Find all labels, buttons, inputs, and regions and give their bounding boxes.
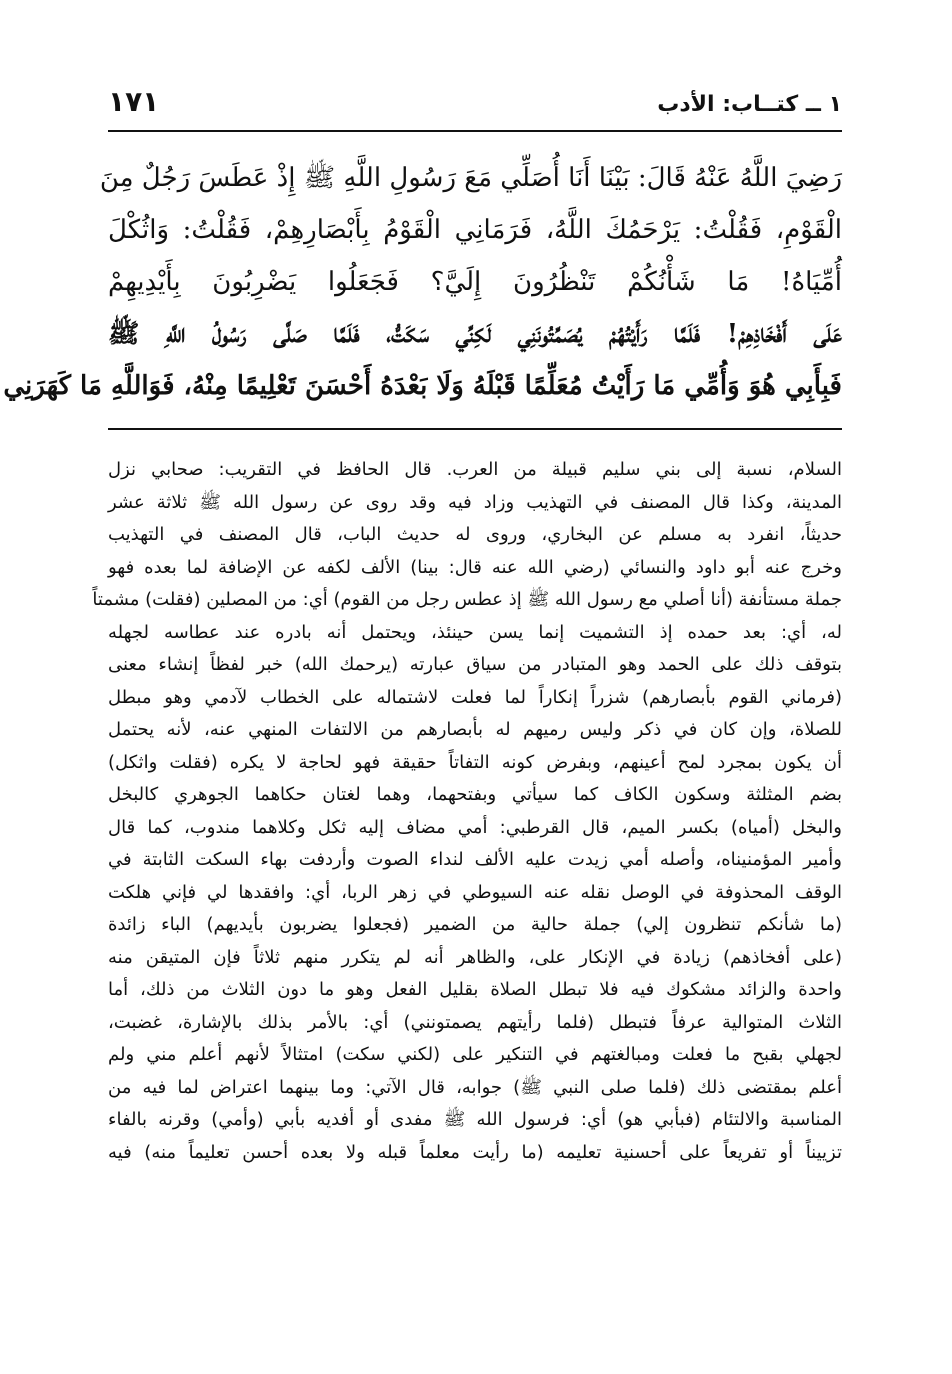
commentary-line: جملة مستأنفة (أنا أصلي مع رسول الله ﷺ إذ عطس رجل من القوم) أي: من المصلين (فقلت) مشمتاً: [92, 589, 842, 610]
commentary-line: وخرج عنه أبو داود والنسائي (رضي الله عنه قال: بينا) الألف لكفه عن الإضافة لما بعده فهو: [108, 556, 842, 578]
hadith-line: فَبِأَبِي هُوَ وَأُمِّي مَا رَأَيْتُ مُعَلِّمًا قَبْلَهُ وَلَا بَعْدَهُ أَحْسَنَ تَعْلِيمًا مِنْهُ، فَوَاللَّهِ مَا كَهَرَنِي: [3, 371, 842, 401]
commentary-line: السلام، نسبة إلى بني سليم قبيلة من العرب. قال الحافظ في التقريب: صحابي نزل: [108, 459, 842, 480]
commentary-line: تزييناً أو تفريعاً على أحسنية تعليمه (ما رأيت معلماً قبله ولا بعده أحسن تعليماً منه) فيه: [108, 1141, 842, 1163]
commentary-line: له، أي: بعد حمده إذ التشميت إنما يسن حينئذ، ويحتمل أنه بادره عند عطاسه لجهله: [108, 621, 842, 643]
commentary-line: بتوقف ذلك على الحمد وهو المتبادر من سياق عبارته (يرحمك الله) خبر لفظاً إنشاء معنى: [108, 654, 842, 675]
hadith-line: رَضِيَ اللَّهُ عَنْهُ قَالَ: بَيْنَا أَنَا أُصَلِّي مَعَ رَسُولِ اللَّهِ ﷺ إِذْ عَطَسَ رَجُلٌ مِنَ: [99, 163, 842, 193]
commentary-line: المناسبة والالتئام (فبأبي هو) أي: فرسول الله ﷺ مفدى أو أفديه بأبي (وأمي) وقرنه بالفاء: [108, 1109, 842, 1130]
commentary-line: للصلاة، وإن كان في ذكر وليس رميهم له بأبصارهم من الالتفات المنهي عنه، لأنه يحتمل: [108, 719, 842, 740]
commentary-line: وأمير المؤمنيناه، وأصله أمي زيدت عليه الألف لنداء الصوت وأردفت بهاء السكت الثابتة في: [108, 849, 842, 870]
running-head: ١ ــ كتــاب: الأدب: [657, 92, 842, 117]
commentary-line: لجهلي بقبح ما فعلت ومبالغتهم في التنكير على (لكني سكت) امتثالاً لأنهم أعلم مني ولم: [108, 1044, 842, 1065]
hadith-line: الْقَوْمِ، فَقُلْتُ: يَرْحَمُكَ اللَّهُ، فَرَمَانِي الْقَوْمُ بِأَبْصَارِهِمْ، فَقُلْتُ: وَاثُكْلَ: [108, 215, 842, 245]
hadith-text: [3, 152, 842, 412]
commentary-text: [92, 454, 842, 1169]
commentary-line: بضم المثلثة وسكون الكاف كما سيأتي وبفتحهما، وهما لغتان حكاهما الجوهري كالبخل: [108, 784, 842, 805]
page-header: [108, 80, 842, 130]
header-rule: [108, 130, 842, 132]
commentary-line: الثلاث المتوالية عرفاً فتبطل (فلما رأيتهم يصمتونني) أي: بالأمر بذلك بالإشارة، غضبت،: [108, 1011, 842, 1033]
commentary-line: الوقف المحذوفة في الوصل نقله عنه السيوطي في زهر الربا، أي: وافقدها لي فإني هلكت: [108, 881, 842, 903]
section-divider: [108, 428, 842, 430]
hadith-line: أُمِّيَاهُ! مَا شَأْنُكُمْ تَنْظُرُونَ إِلَيَّ؟ فَجَعَلُوا يَضْرِبُونَ بِأَيْدِيهِمْ: [108, 267, 842, 297]
commentary-line: والبخل (أمياه) بكسر الميم، قال القرطبي: أمي مضاف إليه ثكل وكلاهما مندوب، كما قال: [108, 816, 842, 838]
hadith-line: عَلَى أَفْخَاذِهِمْ! فَلَمَّا رَأَيْتُهُمْ يُصَمِّتُونَنِي لَكِنِّي سَكَتُّ، فَلَمَّا صَلَّى رَسُولُ اللَّهِ ﷺ: [108, 319, 842, 349]
commentary-line: (فرماني القوم بأبصارهم) شزراً إنكاراً لما فعلت لاشتماله على الخطاب لآدمي وهو مبطل: [108, 686, 842, 708]
commentary-line: (على أفخاذهم) زيادة في الإنكار على، والظاهر أنه لم يتكرر منهم ثلاثاً فإن المتيقن منه: [108, 946, 842, 968]
page-number: ١٧١: [108, 85, 160, 118]
commentary-line: واحدة والزائد مشكوك فيه فلا تبطل الصلاة بقليل الفعل وهو ما دون الثلاث من ذلك، أما: [108, 979, 842, 1000]
commentary-line: حديثاً، انفرد به مسلم عن البخاري، وروى له حديث الباب، قال المصنف في التهذيب: [108, 524, 842, 545]
commentary-line: (ما شأنكم تنظرون إلي) جملة حالية من الضمير (فجعلوا يضربون بأيديهم) الباء زائدة: [108, 914, 842, 935]
commentary-line: أن يكون بمجرد لمح أعينهم، وبفرض كونه التفاتاً حقيقة فهو لحاجة لا يكره (فقلت واثكل): [108, 751, 842, 773]
commentary-line: المدينة، وكذا قال المصنف في التهذيب وزاد فيه وقد روى عن رسول الله ﷺ ثلاثة عشر: [108, 491, 842, 513]
commentary-line: أعلم بمقتضى ذلك (فلما صلى النبي ﷺ) جوابه، قال الآتي: وما بينهما اعتراض لما فيه من: [108, 1076, 842, 1098]
